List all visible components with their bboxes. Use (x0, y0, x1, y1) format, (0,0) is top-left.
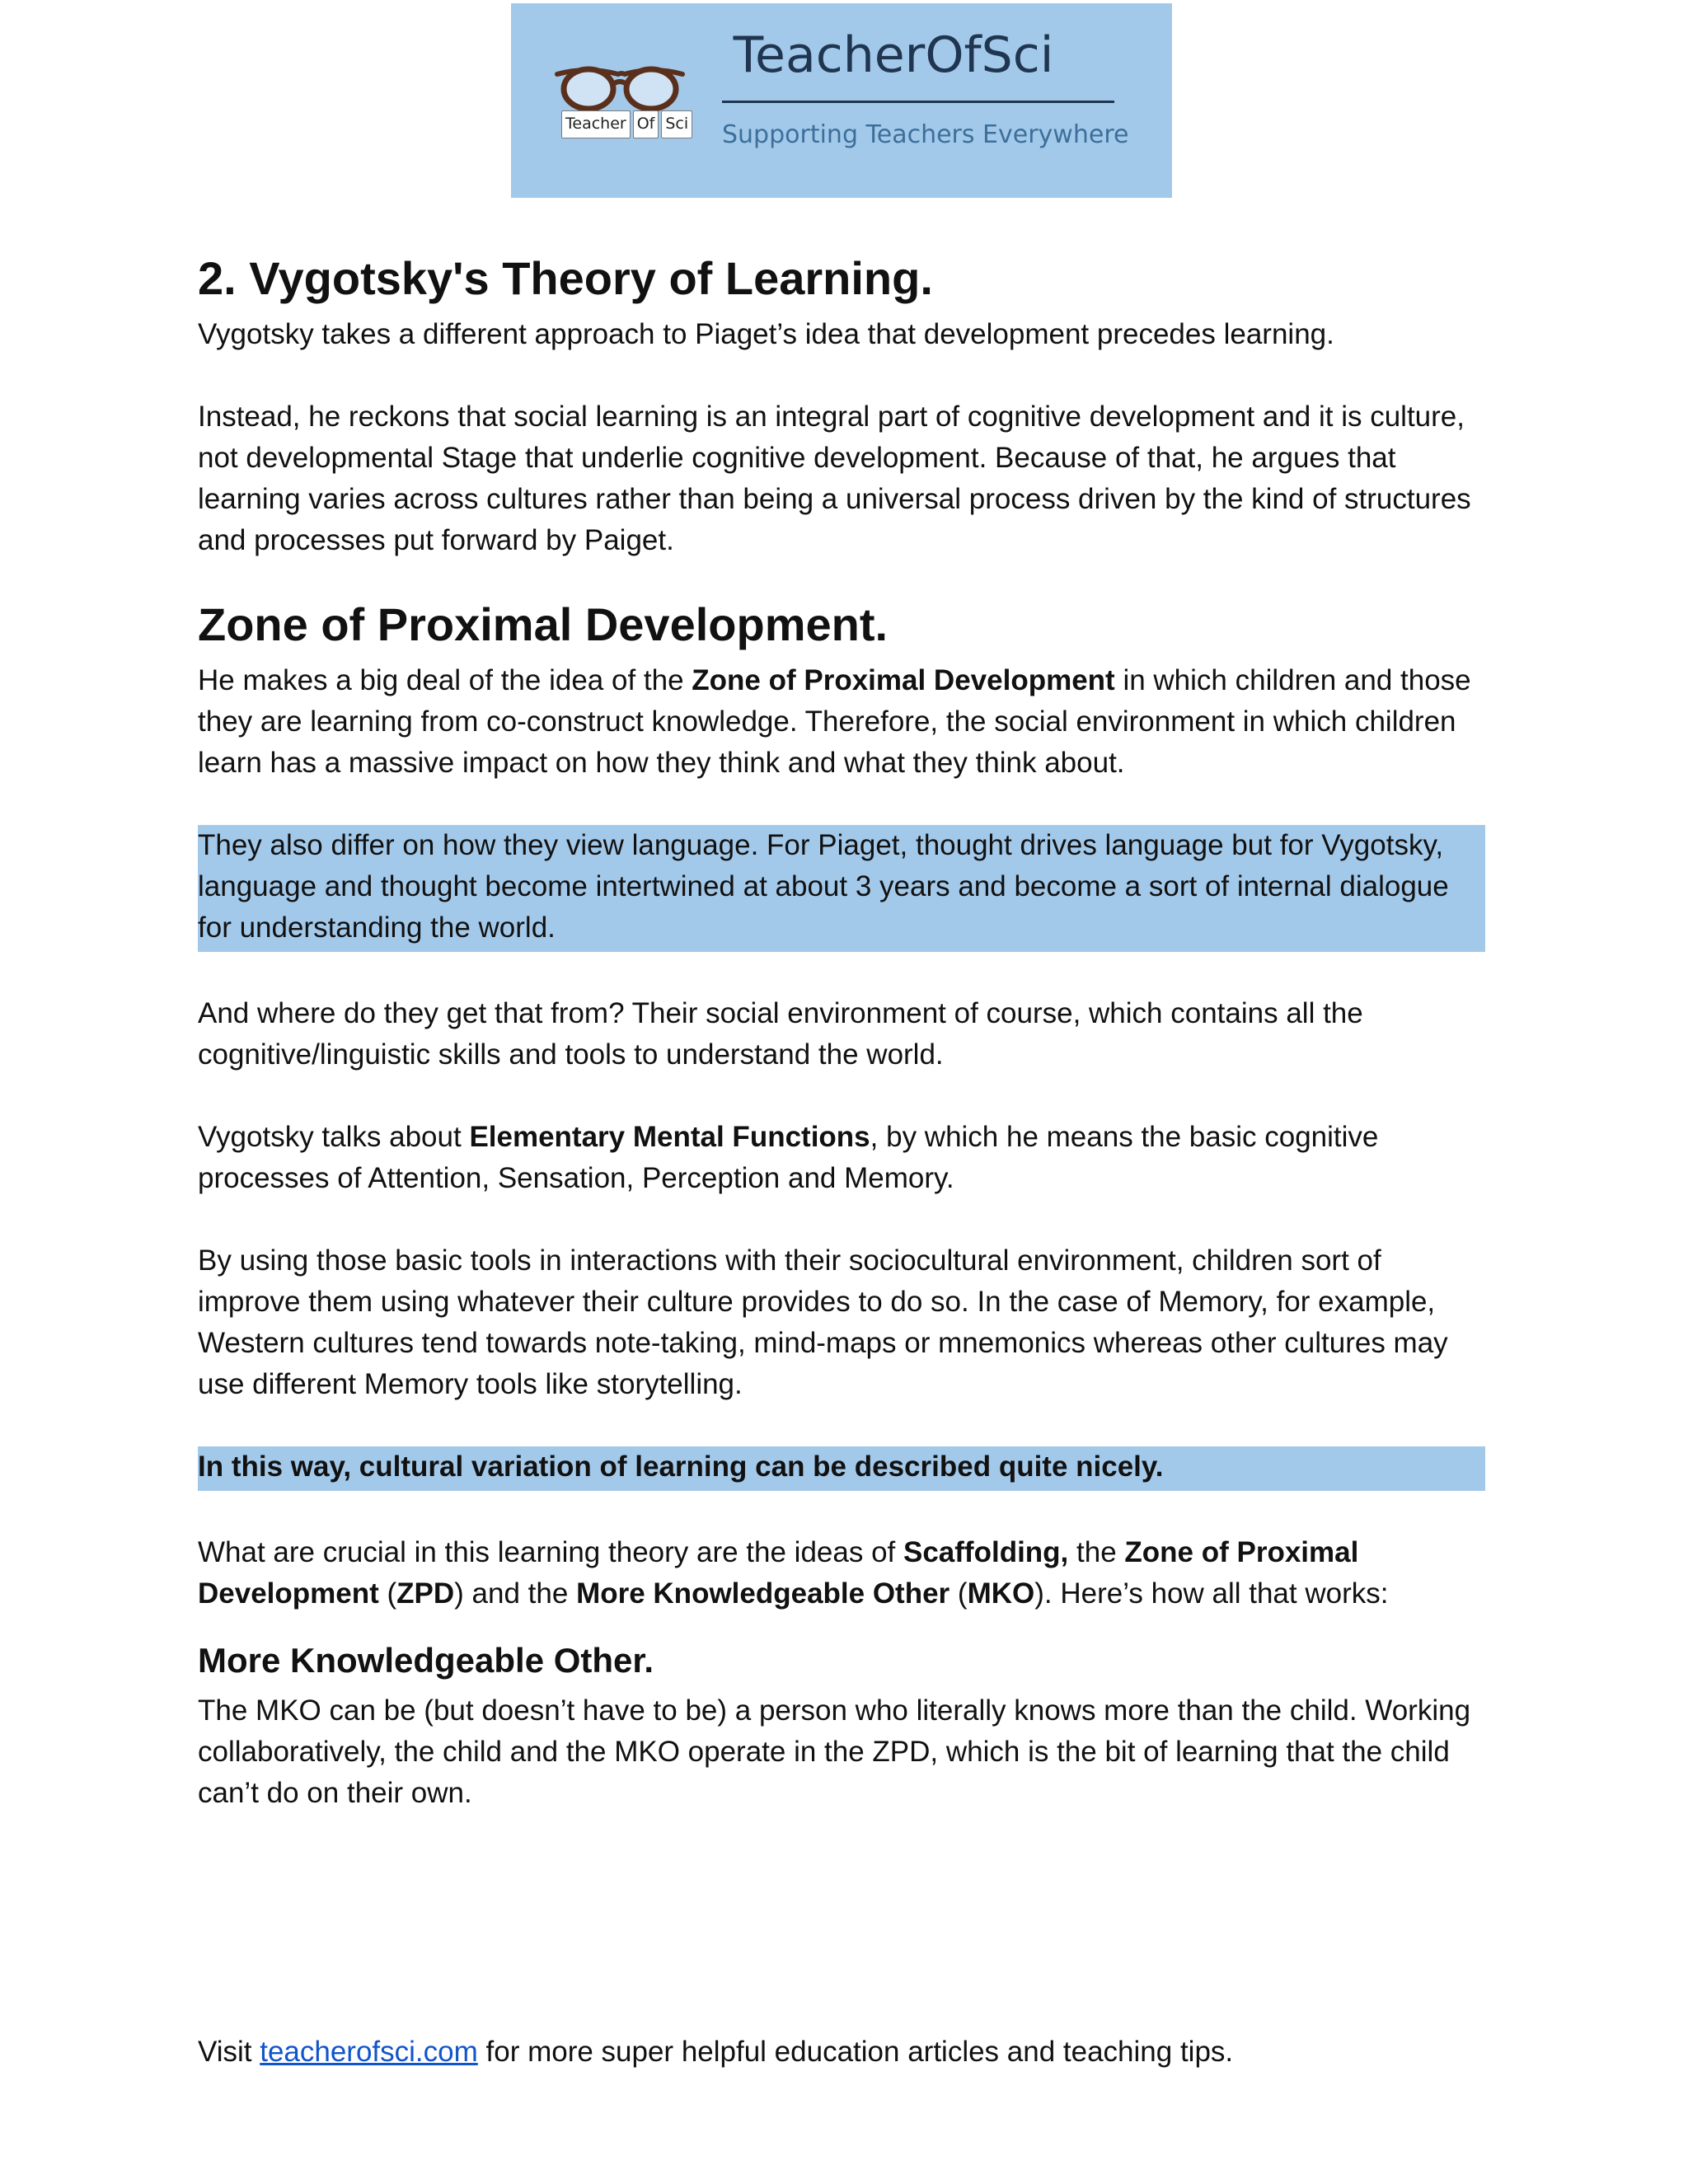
footer-link[interactable]: teacherofsci.com (260, 2036, 478, 2068)
section-heading-mko: More Knowledgeable Other. (198, 1641, 654, 1680)
text-run: , by which he means the basic cognitive processes of Attention, Sensation, Perception and Memory. (198, 1121, 1379, 1194)
paragraph-spacer (198, 1405, 1485, 1446)
bold-term-mko: More Knowledgeable Other (576, 1577, 950, 1610)
text-run: ). Here’s how all that works: (1034, 1577, 1389, 1610)
bold-term-scaffolding: Scaffolding, (903, 1536, 1069, 1568)
bold-term-zpd: Zone of Proximal Development (692, 664, 1115, 696)
text-run: ) and the (454, 1577, 577, 1610)
highlighted-paragraph-language: They also differ on how they view language. For Piaget, thought drives language but for Vygotsky, language and thought become intertwined at about 3 years and become a sort of internal dialogue for understanding the world. (198, 825, 1485, 952)
paragraph-key-ideas (198, 1532, 1485, 1615)
bold-term-emf: Elementary Mental Functions (469, 1121, 870, 1153)
paragraph-mental-functions (198, 1117, 1485, 1199)
paragraph-spacer (198, 952, 1485, 993)
paragraph-social-learning: Instead, he reckons that social learning is an integral part of cognitive development and it is culture, not developmental Stage that underlie cognitive development. Because of that, he argues that learning varies across cultures rather than being a universal process driven by the kind of structures and processes put forward by Paiget. (198, 401, 1471, 556)
footer-line (198, 2032, 1485, 2073)
logo-word-boxes (561, 110, 695, 138)
paragraph-spacer (198, 1199, 1485, 1240)
bold-term-mko-abbr: MKO (967, 1577, 1035, 1610)
document-body (198, 246, 1485, 1814)
header-banner (511, 3, 1172, 198)
text-run: ( (378, 1577, 397, 1610)
text-run: in which children and those they are learning from co-construct knowledge. Therefore, the social environment in which children learn has a massive impact on how they think and what they think about. (198, 664, 1471, 779)
logo-word-sci: Sci (661, 110, 692, 138)
brand-divider (722, 101, 1114, 103)
footer-suffix: for more super helpful education articles and teaching tips. (477, 2036, 1234, 2068)
bold-term-zpd-2: Zone of Proximal Development (198, 1536, 1359, 1610)
text-run: the (1068, 1536, 1125, 1568)
section-heading-zpd: Zone of Proximal Development. (198, 598, 889, 650)
paragraph-mko: The MKO can be (but doesn’t have to be) a person who literally knows more than the child. Working collaboratively, the child and the MKO operate in the ZPD, which is the bit of learning that the child can’t do on their own. (198, 1694, 1471, 1809)
paragraph-cultural-tools: By using those basic tools in interactions with their sociocultural environment, children sort of improve them using whatever their culture provides to do so. In the case of Memory, for example, Western cultures tend towards note-taking, mind-maps or mnemonics whereas other cultures may use different Memory tools like storytelling. (198, 1244, 1448, 1400)
logo-word-teacher: Teacher (561, 110, 631, 138)
paragraph-zpd (198, 660, 1485, 784)
text-run: What are crucial in this learning theory are the ideas of (198, 1536, 903, 1568)
text-run: He makes a big deal of the idea of the (198, 664, 692, 696)
section-heading-vygotsky: 2. Vygotsky's Theory of Learning. (198, 252, 933, 304)
brand-tagline: Supporting Teachers Everywhere (722, 120, 1129, 149)
text-run: Vygotsky talks about (198, 1121, 470, 1153)
bold-term-zpd-abbr: ZPD (396, 1577, 455, 1610)
highlighted-paragraph-cultural-variation (198, 1446, 1485, 1491)
paragraph-spacer (198, 784, 1485, 825)
brand-title: TeacherOfSci (733, 26, 1054, 84)
paragraph-social-environment: And where do they get that from? Their social environment of course, which contains all the cognitive/linguistic skills and tools to understand the world. (198, 997, 1363, 1071)
footer-prefix: Visit (198, 2036, 260, 2068)
paragraph-spacer (198, 1491, 1485, 1532)
text-run: ( (950, 1577, 968, 1610)
logo-word-of: Of (633, 110, 659, 138)
paragraph-spacer (198, 1076, 1485, 1117)
bold-statement: In this way, cultural variation of learning can be described quite nicely. (198, 1451, 1164, 1483)
paragraph-intro: Vygotsky takes a different approach to Piaget’s idea that development precedes learning. (198, 318, 1334, 350)
paragraph-spacer (198, 355, 1485, 396)
